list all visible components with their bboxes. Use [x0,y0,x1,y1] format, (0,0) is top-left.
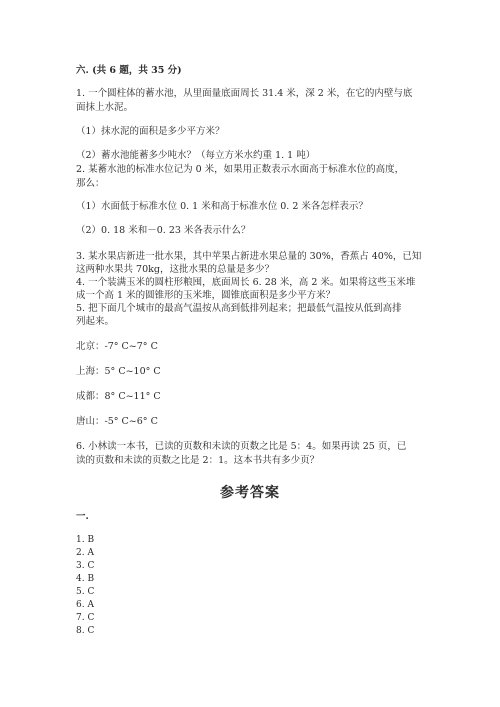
answer-item: 6. A [76,600,94,610]
question-3-line-1: 3. 某水果店新进一批水果，其中苹果占新进水果总量的 30%，香蕉占 40%，已知 [76,251,422,262]
question-3-line-2: 这两种水果共 70kg，这批水果的总量是多少？ [76,264,274,275]
question-1-sub-1: （1）抹水泥的面积是多少平方米？ [76,126,225,137]
answer-item: 5. C [76,587,95,597]
question-4-line-1: 4. 一个装满玉米的圆柱形粮囤，底面周长 6. 28 米，高 2 米。如果将这些玉米堆 [76,277,416,288]
answers-title: 参考答案 [220,485,280,501]
answer-item: 3. C [76,561,95,571]
city-temperature-beijing: 北京：-7° C~7° C [76,341,158,352]
answer-item: 1. B [76,535,95,545]
answer-item: 2. A [76,548,94,558]
question-1-line-1: 1. 一个圆柱体的蓄水池，从里面量底面周长 31.4 米，深 2 米，在它的内壁与底 [76,88,413,99]
question-4-line-2: 成一个高 1 米的圆锥形的玉米堆，圆锥底面积是多少平方米？ [76,290,336,301]
city-temperature-shanghai: 上海：5° C~10° C [76,366,161,377]
question-2-sub-2: （2）0. 18 米和－0. 23 米各表示什么？ [76,225,251,236]
question-5-line-1: 5. 把下面几个城市的最高气温按从高到低排列起来；把最低气温按从低到高排 [76,303,402,314]
city-temperature-tangshan: 唐山：-5° C~6° C [76,416,158,427]
answer-item: 7. C [76,613,95,623]
answer-item: 8. C [76,626,95,636]
city-temperature-chengdu: 成都：8° C~11° C [76,391,161,402]
question-2-sub-1: （1）水面低于标准水位 0. 1 米和高于标准水位 0. 2 米各怎样表示？ [76,201,368,212]
question-2-line-2: 那么： [76,178,105,189]
question-5-line-2: 列起来。 [76,316,115,327]
question-6-line-2: 读的页数和未读的页数之比是 2：1。这本书共有多少页？ [76,455,320,466]
question-6-line-1: 6. 小林读一本书，已读的页数和未读的页数之比是 5：4。如果再读 25 页，已 [76,441,407,452]
question-2-line-1: 2. 某蓄水池的标准水位记为 0 米，如果用正数表示水面高于标准水位的高度， [76,164,405,175]
question-1-sub-2: （2）蓄水池能蓄多少吨水？（每立方米水约重 1. 1 吨） [76,150,316,161]
section-heading: 六. (共 6 题，共 35 分) [76,65,182,76]
answers-part-label: 一. [76,511,89,522]
question-1-line-2: 面抹上水泥。 [76,102,134,113]
answer-item: 4. B [76,574,95,584]
